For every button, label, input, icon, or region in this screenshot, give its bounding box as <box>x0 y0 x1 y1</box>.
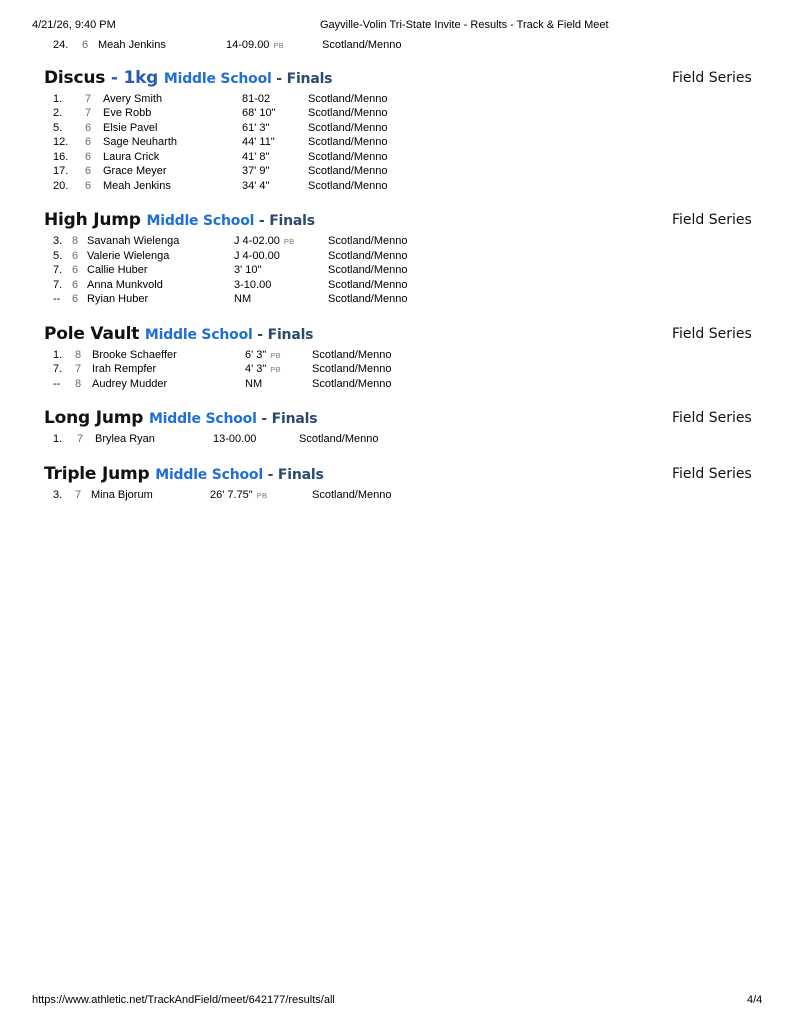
result-row <box>0 135 791 150</box>
result-place: 24. <box>53 39 69 51</box>
result-grade: 8 <box>75 377 82 390</box>
event-round-separator: - <box>256 411 272 427</box>
event-round-separator: - <box>271 70 287 87</box>
event-title[interactable] <box>44 324 313 344</box>
pb-badge: PB <box>273 41 285 50</box>
result-mark[interactable]: 34' 4" <box>242 179 270 192</box>
result-mark[interactable] <box>234 234 294 250</box>
event-round-separator: - <box>254 213 270 229</box>
high-jump-results <box>0 234 791 307</box>
athlete-link[interactable]: Ryian Huber <box>87 293 149 305</box>
event-header-pole-vault <box>0 322 791 348</box>
event-division[interactable]: Middle School <box>148 411 257 427</box>
result-grade: 6 <box>72 293 79 305</box>
result-row <box>0 164 791 179</box>
pb-badge: PB <box>283 237 295 246</box>
team-link[interactable]: Scotland/Menno <box>312 363 392 375</box>
team-link[interactable]: Scotland/Menno <box>308 107 388 119</box>
athlete-link[interactable]: Mina Bjorum <box>91 488 153 501</box>
result-row <box>0 121 791 136</box>
result-row <box>0 292 791 307</box>
athlete-link[interactable]: Avery Smith <box>103 92 163 105</box>
event-separator: - <box>105 67 124 88</box>
result-grade: 6 <box>85 179 92 192</box>
result-row <box>0 488 791 503</box>
team-link[interactable]: Scotland/Menno <box>328 278 408 291</box>
result-row <box>0 249 791 264</box>
athlete-link[interactable]: Anna Munkvold <box>87 278 163 291</box>
print-header <box>0 19 791 33</box>
team-link[interactable]: Scotland/Menno <box>308 121 388 134</box>
result-mark[interactable]: 3' 10" <box>234 264 262 276</box>
team-link[interactable]: Scotland/Menno <box>328 264 408 276</box>
long-jump-results <box>0 432 791 447</box>
team-link[interactable]: Scotland/Menno <box>328 293 408 305</box>
result-row <box>0 179 791 194</box>
event-header-long-jump <box>0 406 791 432</box>
event-round: Finals <box>271 411 318 427</box>
result-place: 5. <box>53 121 63 134</box>
team-link[interactable]: Scotland/Menno <box>308 150 388 163</box>
result-grade: 7 <box>85 107 92 119</box>
athlete-link[interactable]: Savanah Wielenga <box>87 235 180 247</box>
result-row <box>0 278 791 293</box>
athlete-link[interactable]: Irah Rempfer <box>92 363 157 375</box>
result-row <box>0 377 791 392</box>
team-link[interactable]: Scotland/Menno <box>312 348 392 361</box>
result-mark-value[interactable]: 26' 7.75" <box>210 488 253 501</box>
event-header-high-jump <box>0 208 791 234</box>
event-header-triple-jump <box>0 462 791 488</box>
result-mark[interactable]: NM <box>245 377 263 390</box>
pb-badge: PB <box>270 365 281 374</box>
result-grade: 6 <box>72 249 79 262</box>
result-mark[interactable]: 37' 9" <box>242 165 270 177</box>
athlete-link[interactable]: Meah Jenkins <box>103 179 171 192</box>
athlete-link[interactable]: Sage Neuharth <box>103 136 177 148</box>
result-grade: 8 <box>72 235 79 247</box>
result-place: 3. <box>53 488 63 501</box>
result-row <box>0 263 791 278</box>
result-place: 7. <box>53 278 63 291</box>
athlete-link[interactable]: Grace Meyer <box>103 165 167 177</box>
result-row <box>0 362 791 377</box>
result-place: 16. <box>53 150 69 163</box>
result-mark-value[interactable]: 4' 3" <box>245 363 267 375</box>
result-row <box>0 38 791 53</box>
result-row <box>0 92 791 107</box>
result-place: -- <box>53 293 61 305</box>
pb-badge: PB <box>256 490 268 500</box>
event-division[interactable]: Middle School <box>144 326 253 343</box>
result-grade: 7 <box>77 433 84 445</box>
event-header-discus <box>0 66 791 92</box>
event-round: Finals <box>269 213 315 229</box>
event-title[interactable] <box>44 464 324 484</box>
print-title: Gayville-Volin Tri-State Invite - Results - Track & Field Meet <box>320 19 609 31</box>
triple-jump-results <box>0 488 791 503</box>
field-series-link[interactable]: Field Series <box>672 325 752 342</box>
event-name[interactable]: Pole Vault <box>44 323 140 344</box>
result-place: 7. <box>53 264 63 276</box>
event-division[interactable]: Middle School <box>163 70 272 87</box>
result-place: -- <box>53 377 61 390</box>
event-name[interactable]: Long Jump <box>44 408 144 428</box>
event-division[interactable]: Middle School <box>146 213 255 229</box>
result-mark[interactable] <box>245 348 281 364</box>
result-grade: 7 <box>75 363 82 375</box>
field-series-link[interactable]: Field Series <box>672 69 752 86</box>
result-grade: 6 <box>85 165 92 177</box>
result-grade: 7 <box>85 92 92 105</box>
result-grade: 6 <box>85 136 92 148</box>
field-series-link[interactable]: Field Series <box>672 465 752 482</box>
event-round: Finals <box>277 466 324 483</box>
result-place: 2. <box>53 107 63 119</box>
result-row <box>0 348 791 363</box>
event-name[interactable]: Discus <box>44 67 106 88</box>
result-mark[interactable]: 13-00.00 <box>213 433 257 445</box>
athlete-link[interactable]: Valerie Wielenga <box>87 249 170 262</box>
result-grade: 6 <box>85 121 92 134</box>
result-mark[interactable]: 68' 10" <box>242 107 276 119</box>
field-series-link[interactable]: Field Series <box>672 410 752 426</box>
result-mark[interactable]: 3-10.00 <box>234 278 272 291</box>
result-mark[interactable] <box>245 362 281 378</box>
event-title[interactable] <box>44 210 315 230</box>
pb-badge: PB <box>270 350 281 360</box>
result-mark-value[interactable]: J 4-02.00 <box>234 235 280 247</box>
event-division[interactable]: Middle School <box>155 466 263 483</box>
page-number: 4/4 <box>747 994 763 1006</box>
result-grade: 6 <box>82 39 89 51</box>
result-grade: 7 <box>75 488 82 501</box>
result-place: 1. <box>53 92 63 105</box>
event-title[interactable] <box>44 408 317 428</box>
event-round-separator: - <box>252 326 268 343</box>
athlete-link[interactable]: Elsie Pavel <box>103 121 158 134</box>
result-place: 1. <box>53 433 63 445</box>
event-weight: 1kg <box>123 67 159 88</box>
result-mark-value[interactable]: 14-09.00 <box>226 39 270 51</box>
result-row <box>0 432 791 447</box>
team-link[interactable]: Scotland/Menno <box>328 249 408 262</box>
team-link[interactable]: Scotland/Menno <box>308 165 388 177</box>
result-place: 3. <box>53 235 63 247</box>
result-place: 20. <box>53 179 69 192</box>
event-name[interactable]: High Jump <box>44 210 141 230</box>
team-link[interactable]: Scotland/Menno <box>312 377 392 390</box>
event-round-separator: - <box>262 466 278 483</box>
team-link[interactable]: Scotland/Menno <box>328 235 408 247</box>
athlete-link[interactable]: Eve Robb <box>103 107 152 119</box>
team-link[interactable]: Scotland/Menno <box>299 433 379 445</box>
result-place: 17. <box>53 165 69 177</box>
athlete-link[interactable]: Audrey Mudder <box>92 377 168 390</box>
result-mark-value[interactable]: 6' 3" <box>245 348 267 361</box>
field-series-link[interactable]: Field Series <box>672 212 752 228</box>
print-datetime: 4/21/26, 9:40 PM <box>32 19 116 31</box>
print-url: https://www.athletic.net/TrackAndField/meet/642177/results/all <box>32 994 335 1006</box>
result-grade: 6 <box>85 150 92 163</box>
pole-vault-results <box>0 348 791 392</box>
result-row <box>0 106 791 121</box>
result-place: 1. <box>53 348 63 361</box>
result-mark[interactable]: 44' 11" <box>242 136 275 148</box>
result-grade: 6 <box>72 264 79 276</box>
event-name[interactable]: Triple Jump <box>44 463 150 484</box>
result-place: 7. <box>53 363 63 375</box>
athlete-link[interactable]: Meah Jenkins <box>98 39 166 51</box>
result-mark[interactable]: J 4-00.00 <box>234 249 280 262</box>
team-link[interactable]: Scotland/Menno <box>322 39 402 51</box>
athlete-link[interactable]: Laura Crick <box>103 150 160 163</box>
result-mark[interactable] <box>210 488 267 504</box>
result-mark[interactable]: NM <box>234 293 252 305</box>
team-link[interactable]: Scotland/Menno <box>312 488 392 501</box>
result-place: 12. <box>53 136 69 148</box>
result-mark[interactable]: 81-02 <box>242 92 271 105</box>
result-row <box>0 150 791 165</box>
team-link[interactable]: Scotland/Menno <box>308 92 388 105</box>
event-round: Finals <box>267 326 314 343</box>
result-mark[interactable]: 61' 3" <box>242 121 270 134</box>
event-round: Finals <box>286 70 333 87</box>
result-grade: 8 <box>75 348 82 361</box>
result-place: 5. <box>53 249 63 262</box>
event-title[interactable] <box>44 68 332 88</box>
result-grade: 6 <box>72 278 79 291</box>
athlete-link[interactable]: Brooke Schaeffer <box>92 348 177 361</box>
athlete-link[interactable]: Callie Huber <box>87 264 148 276</box>
discus-results <box>0 92 791 194</box>
athlete-link[interactable]: Brylea Ryan <box>95 433 155 445</box>
team-link[interactable]: Scotland/Menno <box>308 179 388 192</box>
result-row <box>0 234 791 249</box>
results-content <box>0 38 791 502</box>
team-link[interactable]: Scotland/Menno <box>308 136 388 148</box>
result-mark[interactable]: 41' 8" <box>242 150 270 163</box>
result-mark[interactable] <box>226 38 284 54</box>
